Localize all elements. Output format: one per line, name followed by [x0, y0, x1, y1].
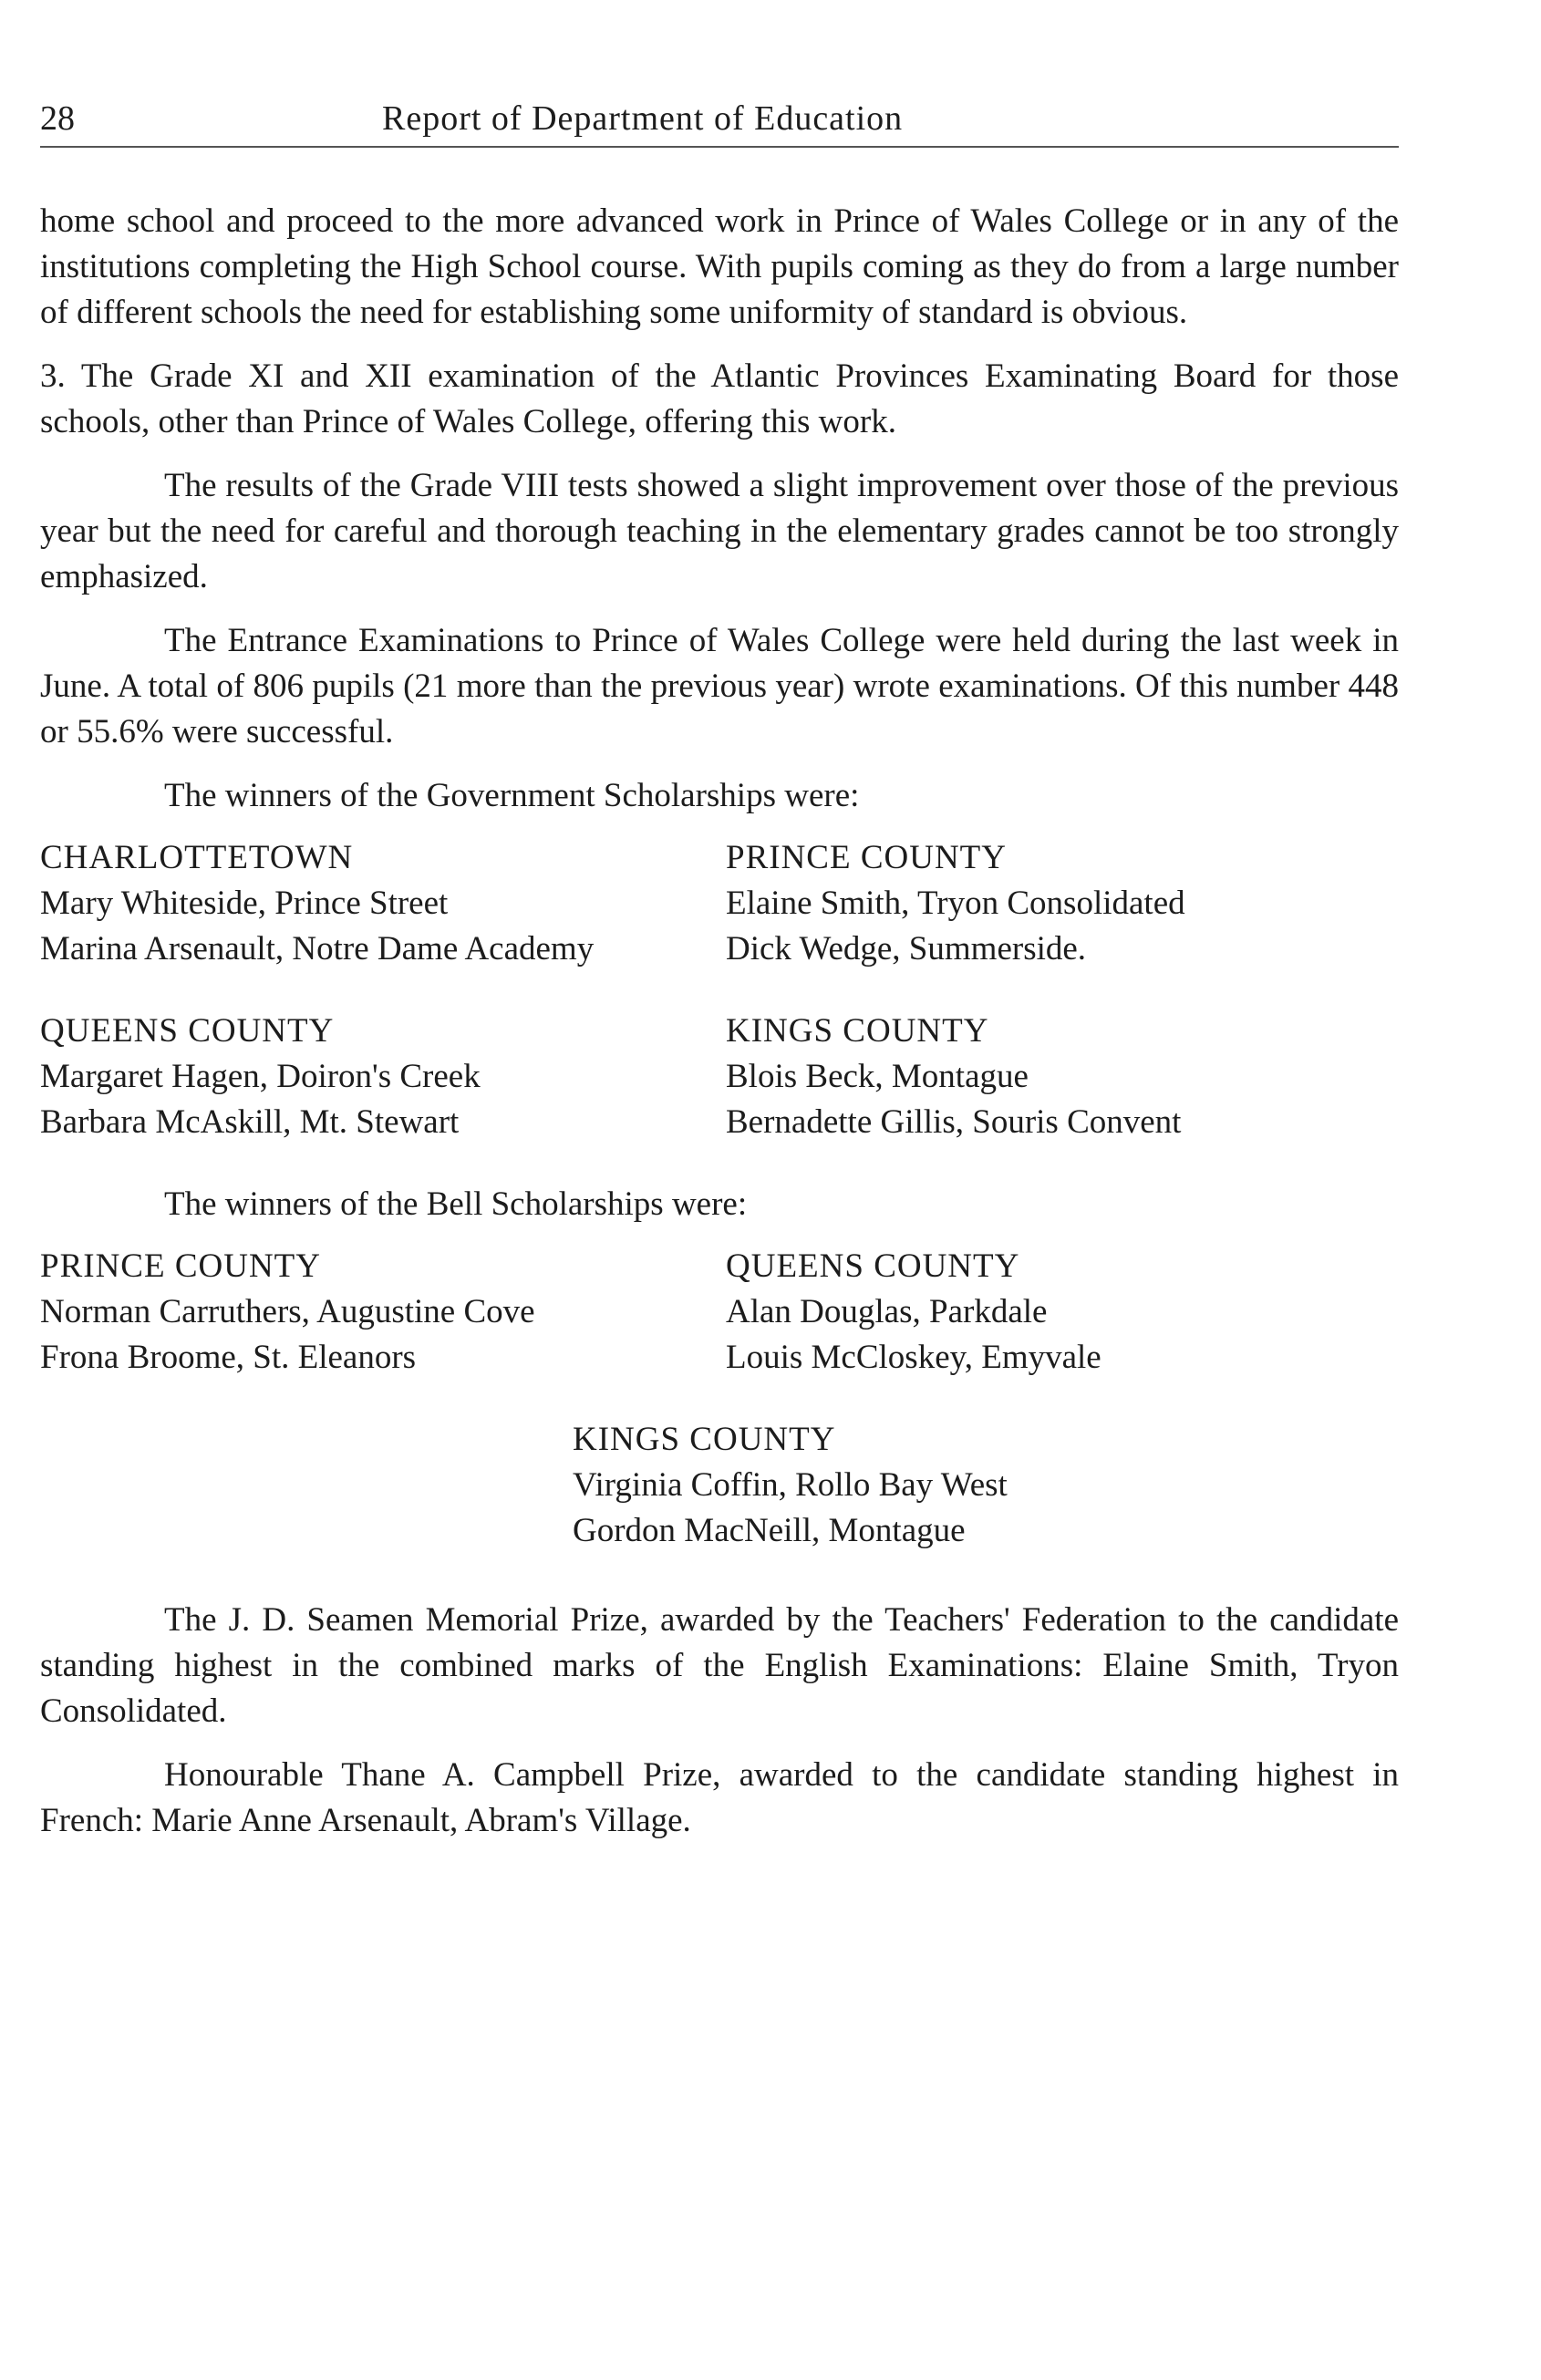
- page-header: [40, 91, 1399, 148]
- county-title: PRINCE COUNTY: [726, 839, 1007, 876]
- county-title: CHARLOTTETOWN: [40, 839, 354, 876]
- government-scholarships-row-2: [40, 1009, 1399, 1165]
- gov-prince-county: [726, 835, 1399, 972]
- bell-queens-county: [726, 1244, 1399, 1381]
- gov-queens-county: [40, 1009, 726, 1145]
- campbell-prize: Honourable Thane A. Campbell Prize, awarded to the candidate standing highest in French: Marie Anne Arsenault, Abram's Village.: [40, 1756, 1399, 1839]
- winner: Virginia Coffin, Rollo Bay West: [573, 1466, 1008, 1504]
- seamen-memorial-prize: The J. D. Seamen Memorial Prize, awarded by the Teachers' Federation to the candidate standing highest in the combined marks of the English Examinations: Elaine Smith, Tryon Consolidated.: [40, 1601, 1399, 1730]
- winner: Marina Arsenault, Notre Dame Academy: [40, 930, 595, 968]
- winner: Alan Douglas, Parkdale: [726, 1293, 1048, 1330]
- gov-kings-county: [726, 1009, 1399, 1145]
- county-title: PRINCE COUNTY: [40, 1247, 321, 1285]
- winner: Margaret Hagen, Doiron's Creek: [40, 1058, 481, 1095]
- winner: Dick Wedge, Summerside.: [726, 930, 1087, 968]
- winner: Gordon MacNeill, Montague: [573, 1512, 966, 1549]
- winner: Norman Carruthers, Augustine Cove: [40, 1293, 535, 1330]
- list-item-3: 3. The Grade XI and XII examination of the Atlantic Provinces Examinating Board for those schools, other than Prince of Wales College, offering this work.: [40, 357, 1399, 440]
- bell-prince-county: [40, 1244, 726, 1381]
- winner: Bernadette Gillis, Souris Convent: [726, 1103, 1182, 1141]
- government-scholarships-row-1: [40, 835, 1399, 992]
- running-title: Report of Department of Education: [382, 99, 904, 138]
- winner: Mary Whiteside, Prince Street: [40, 885, 449, 922]
- bell-kings-county: [573, 1417, 1399, 1554]
- county-title: KINGS COUNTY: [726, 1012, 989, 1050]
- paragraph-entrance-exams: The Entrance Examinations to Prince of Wales College were held during the last week in June. A total of 806 pupils (21 more than the previous year) wrote examinations. Of this number 448 or 55.6% were successful.: [40, 622, 1399, 750]
- county-title: QUEENS COUNTY: [726, 1247, 1020, 1285]
- winner: Barbara McAskill, Mt. Stewart: [40, 1103, 460, 1141]
- county-title: QUEENS COUNTY: [40, 1012, 335, 1050]
- winner: Louis McCloskey, Emyvale: [726, 1339, 1101, 1376]
- gov-charlottetown: [40, 835, 726, 972]
- page-number: 28: [40, 99, 75, 138]
- winner: Elaine Smith, Tryon Consolidated: [726, 885, 1185, 922]
- bell-scholarships-row-1: [40, 1244, 1399, 1401]
- body-text: [40, 199, 1399, 1862]
- paragraph-home-school: home school and proceed to the more advanced work in Prince of Wales College or in any of the institutions completing the High School course. With pupils coming as they do from a large number of different schools the need for establishing some uniformity of standard is obvious.: [40, 202, 1399, 331]
- winner: Frona Broome, St. Eleanors: [40, 1339, 417, 1376]
- government-scholarships-heading: The winners of the Government Scholarships were:: [164, 777, 860, 814]
- bell-scholarships-heading: The winners of the Bell Scholarships were:: [164, 1185, 748, 1223]
- winner: Blois Beck, Montague: [726, 1058, 1029, 1095]
- paragraph-grade-viii: The results of the Grade VIII tests showed a slight improvement over those of the previous year but the need for careful and thorough teaching in the elementary grades cannot be too strongly emphasized.: [40, 467, 1399, 595]
- county-title: KINGS COUNTY: [573, 1421, 836, 1458]
